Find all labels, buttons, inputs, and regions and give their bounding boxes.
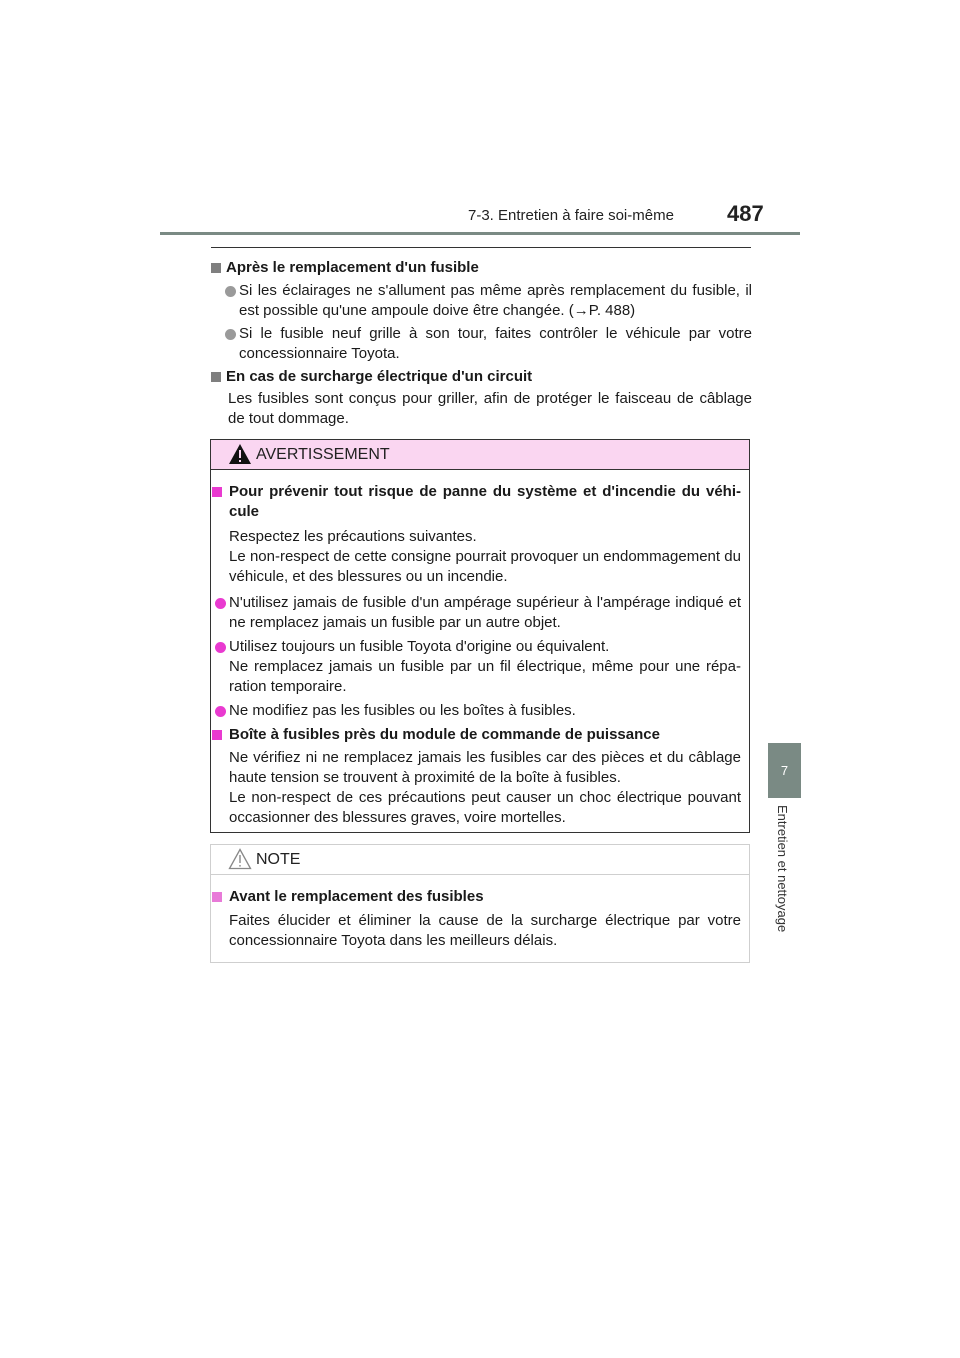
warning-box <box>210 439 750 833</box>
warning-heading: Boîte à fusibles près du module de commande de puissance <box>211 725 741 745</box>
warning-body <box>211 470 749 828</box>
warning-text: Le non-respect de ces précautions peut causer un choc électrique pouvant occasionner des blessures graves, voire mortelles. <box>229 789 741 826</box>
warning-bullet-continuation: Ne remplacez jamais un fusible par un fil électrique, même pour une répa-ration temporaire. <box>229 658 741 695</box>
chapter-tab: 7 <box>768 743 801 798</box>
warning-bullet: N'utilisez jamais de fusible d'un ampérage supérieur à l'ampérage indiqué et ne remplacez jamais un fusible par un autre objet. <box>211 593 741 633</box>
section-heading: Après le remplacement d'un fusible <box>210 258 752 278</box>
warning-heading: Pour prévenir tout risque de panne du système et d'incendie du véhi-cule <box>211 482 741 522</box>
note-body <box>211 875 749 951</box>
chapter-label: Entretien et nettoyage <box>775 805 790 933</box>
warning-title-bar <box>211 440 749 470</box>
page-number: 487 <box>727 201 764 226</box>
warning-text: Respectez les précautions suivantes. <box>229 528 477 545</box>
note-box <box>210 844 750 963</box>
header-rule <box>160 232 800 235</box>
note-heading: Avant le remplacement des fusibles <box>211 887 741 907</box>
note-text: Faites élucider et éliminer la cause de la surcharge électrique par votre concessionnaire Toyota dans les meilleurs délais. <box>229 912 741 949</box>
bullet-item: Si les éclairages ne s'allument pas même après remplacement du fusible, il est possible qu'une ampoule doive être changée. (→P. 488) <box>210 281 752 321</box>
warning-bullet: Ne modifiez pas les fusibles ou les boîtes à fusibles. <box>211 701 741 721</box>
section-heading: En cas de surcharge électrique d'un circuit <box>210 367 752 387</box>
caution-outline-icon <box>228 848 252 870</box>
content-top-rule <box>211 247 751 248</box>
note-title: NOTE <box>256 851 301 868</box>
header-section-title: 7-3. Entretien à faire soi-même <box>468 207 674 224</box>
section-text: Les fusibles sont conçus pour griller, afin de protéger le faisceau de câblage de tout dommage. <box>228 390 752 427</box>
warning-bullet: Utilisez toujours un fusible Toyota d'origine ou équivalent. <box>211 637 741 657</box>
warning-text: Ne vérifiez ni ne remplacez jamais les fusibles car des pièces et du câblage haute tension se trouvent à proximité de la boîte à fusibles. <box>229 749 741 786</box>
main-content <box>210 256 752 429</box>
warning-icon <box>228 443 252 465</box>
warning-title: AVERTISSEMENT <box>256 446 390 463</box>
bullet-item: Si le fusible neuf grille à son tour, faites contrôler le véhicule par votre concessionnaire Toyota. <box>210 324 752 364</box>
note-title-bar <box>211 845 749 875</box>
warning-text: Le non-respect de cette consigne pourrait provoquer un endommagement du véhicule, et des blessures ou un incendie. <box>229 548 741 585</box>
